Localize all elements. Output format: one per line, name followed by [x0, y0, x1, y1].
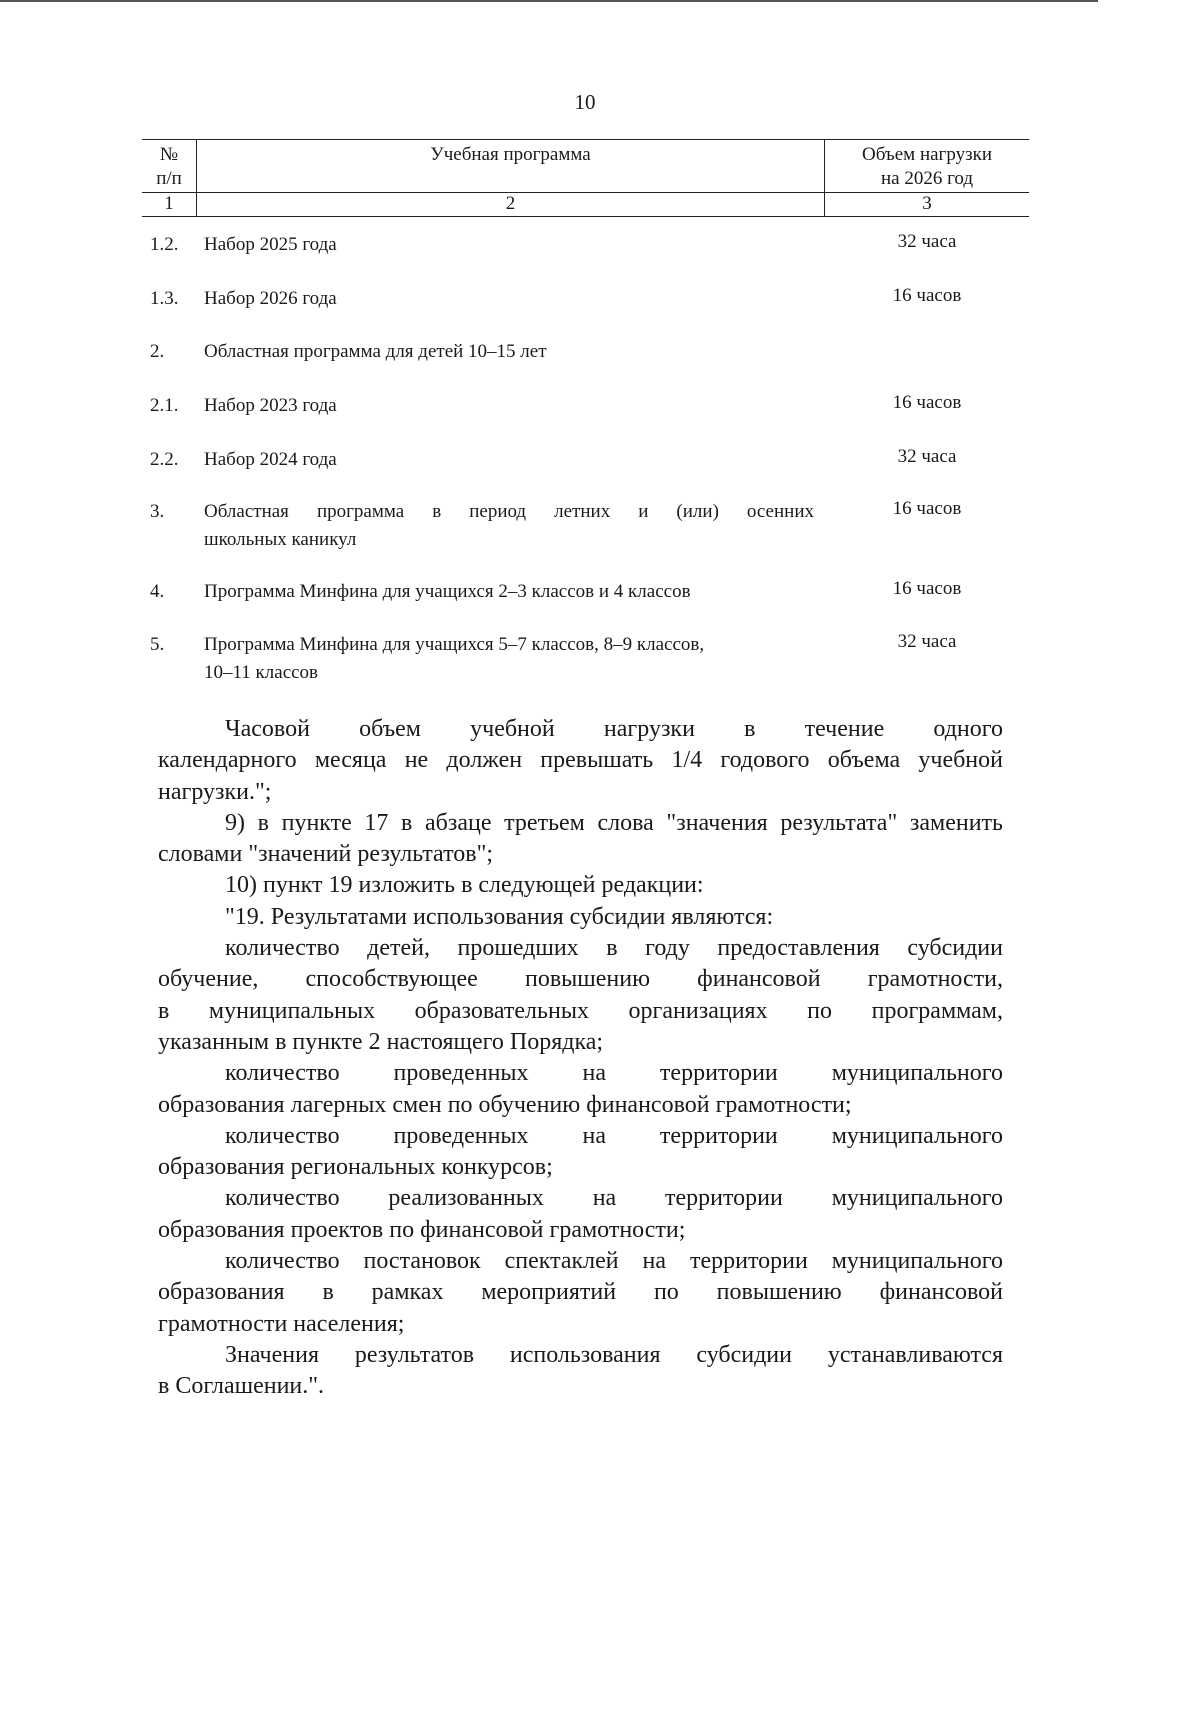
row-program-line2: школьных каникул — [204, 529, 357, 550]
row-program: Набор 2025 года — [204, 234, 337, 255]
header-load-line2: на 2026 год — [880, 168, 974, 189]
row-program-line2: 10–11 классов — [204, 662, 319, 683]
paragraph-line: календарного месяца не должен превышать 1/4 годового объема учебной — [158, 747, 1003, 774]
row-program — [204, 498, 814, 554]
paragraph-line: словами "значений результатов"; — [158, 841, 494, 868]
paragraph-line: "19. Результатами использования субсидии являются: — [225, 903, 774, 930]
row-number: 3. — [150, 501, 165, 522]
paragraph-line: 9) в пункте 17 в абзаце третьем слова "значения результата" заменить — [225, 809, 1003, 836]
column-number-2: 2 — [197, 193, 825, 216]
table-column-numbers — [142, 193, 1029, 217]
paragraph-line: Часовой объем учебной нагрузки в течение одного — [225, 716, 1003, 742]
row-load: 16 часов — [892, 285, 962, 306]
row-program: Программа Минфина для учащихся 2–3 классов и 4 классов — [204, 581, 691, 602]
row-number: 2.2. — [150, 449, 179, 470]
scan-edge — [0, 0, 1098, 2]
row-number: 4. — [150, 581, 165, 602]
column-number-3: 3 — [922, 193, 932, 214]
header-program: Учебная программа — [197, 140, 825, 192]
row-program: Набор 2023 года — [204, 395, 337, 416]
row-program-line1: Областная программа в период летних и (или) осенних — [204, 501, 814, 522]
row-program: Областная программа для детей 10–15 лет — [204, 341, 547, 362]
body-text — [158, 714, 1003, 1403]
table-header-row — [142, 139, 1029, 193]
row-program: Набор 2026 года — [204, 288, 337, 309]
row-number: 2. — [150, 341, 165, 362]
paragraph-line: нагрузки."; — [158, 778, 272, 805]
paragraph-line: обучение, способствующее повышению финансовой грамотности, — [158, 966, 1003, 993]
row-load: 16 часов — [892, 498, 962, 519]
paragraph-line: количество проведенных на территории муниципального — [225, 1122, 1003, 1149]
header-number-line2: п/п — [156, 168, 182, 189]
paragraph-line: количество постановок спектаклей на территории муниципального — [225, 1248, 1003, 1275]
paragraph-line: грамотности населения; — [158, 1310, 405, 1337]
paragraph-line: количество проведенных на территории муниципального — [225, 1060, 1003, 1087]
header-load-line1: Объем нагрузки — [862, 144, 992, 165]
row-number: 1.3. — [150, 288, 179, 309]
row-load: 32 часа — [897, 231, 957, 252]
program-table-header — [142, 139, 1029, 217]
paragraph-line: образования региональных конкурсов; — [158, 1154, 553, 1181]
row-number: 5. — [150, 634, 165, 655]
row-number: 1.2. — [150, 234, 179, 255]
row-load: 32 часа — [897, 631, 957, 652]
paragraph-line: в муниципальных образовательных организациях по программам, — [158, 997, 1003, 1024]
header-number — [142, 140, 197, 192]
row-number: 2.1. — [150, 395, 179, 416]
page-number: 10 — [574, 90, 596, 114]
row-program-line1: Программа Минфина для учащихся 5–7 классов, 8–9 классов, — [204, 634, 705, 655]
paragraph-line: образования в рамках мероприятий по повышению финансовой — [158, 1279, 1003, 1306]
header-load — [825, 140, 1029, 192]
paragraph-line: указанным в пункте 2 настоящего Порядка; — [158, 1028, 604, 1055]
column-number-1: 1 — [142, 193, 197, 216]
paragraph-line: 10) пункт 19 изложить в следующей редакции: — [225, 872, 704, 899]
paragraph-line: Значения результатов использования субсидии устанавливаются — [225, 1341, 1003, 1368]
row-program: Набор 2024 года — [204, 449, 337, 470]
paragraph-line: образования лагерных смен по обучению финансовой грамотности; — [158, 1091, 852, 1118]
row-load: 16 часов — [892, 578, 962, 599]
header-number-line1: № — [159, 144, 179, 165]
row-load: 32 часа — [897, 446, 957, 467]
paragraph-line: количество реализованных на территории муниципального — [225, 1185, 1003, 1212]
row-load: 16 часов — [892, 392, 962, 413]
paragraph-line: в Соглашении.". — [158, 1373, 325, 1400]
row-program — [204, 631, 824, 687]
paragraph-line: количество детей, прошедших в году предоставления субсидии — [225, 935, 1003, 962]
paragraph-line: образования проектов по финансовой грамотности; — [158, 1216, 686, 1243]
